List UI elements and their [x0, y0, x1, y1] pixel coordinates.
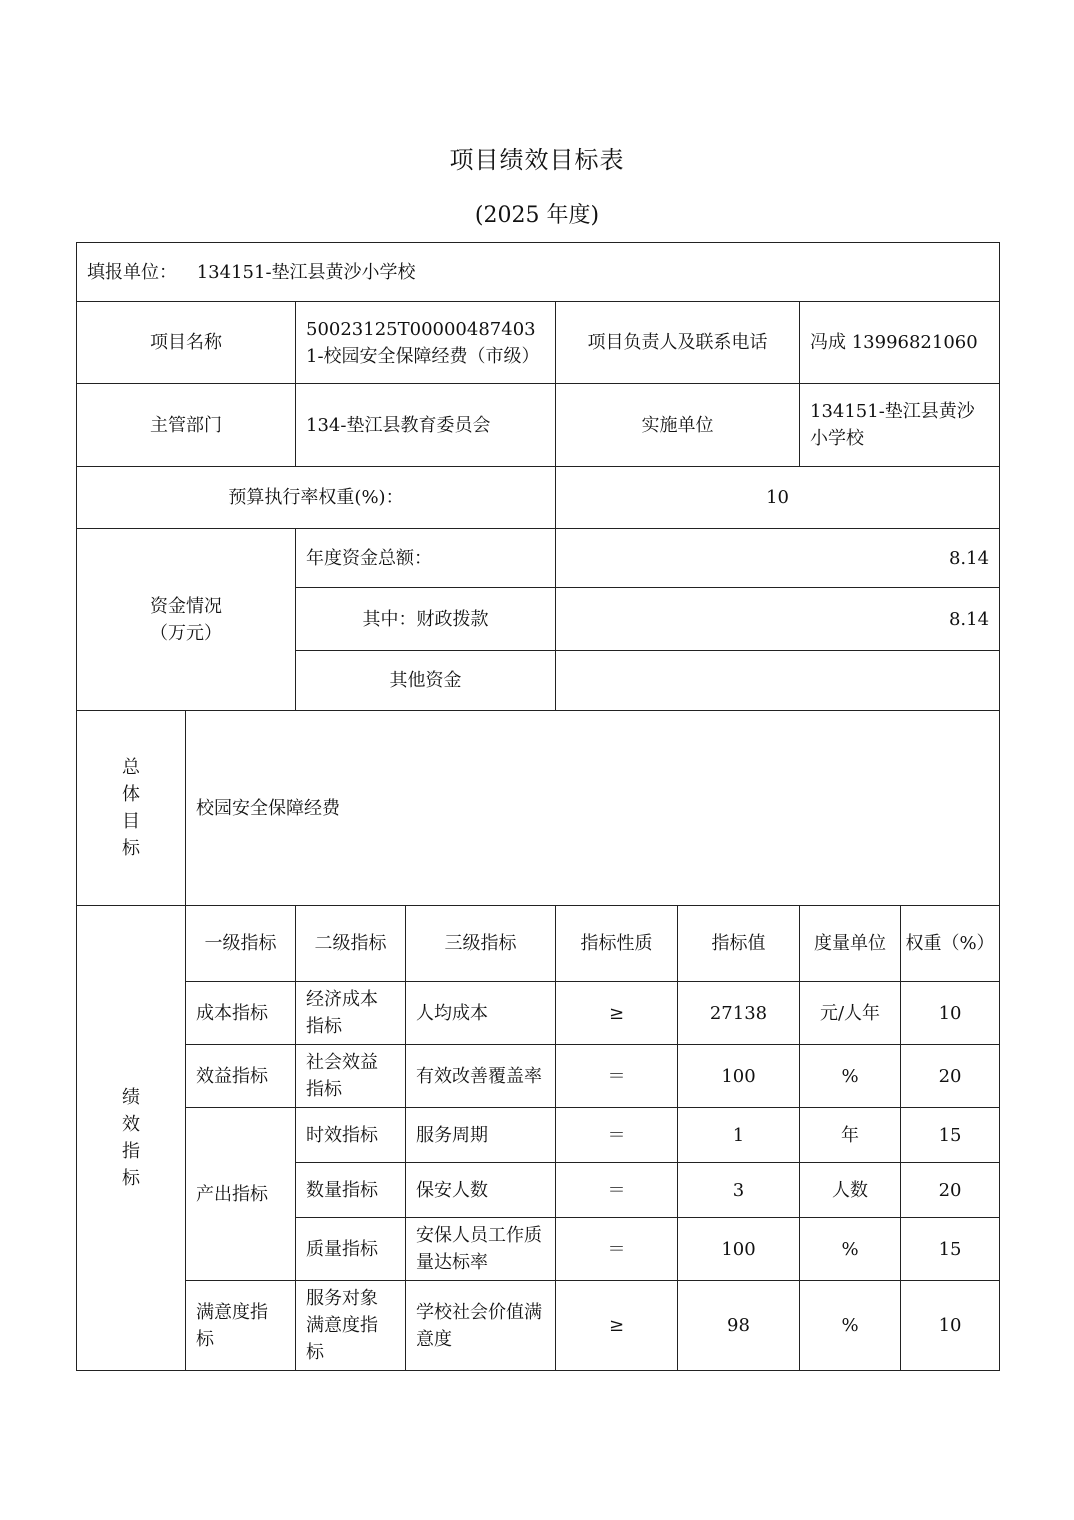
row-unit: % — [800, 1218, 901, 1281]
funds-label-line2: （万元） — [150, 622, 222, 644]
performance-label — [77, 906, 186, 1371]
budget-weight-value: 10 — [556, 467, 1000, 529]
overall-goal-char: 目 — [122, 811, 140, 832]
funds-total-label: 年度资金总额： — [296, 529, 556, 588]
row-value: 98 — [678, 1281, 800, 1371]
row-value: 3 — [678, 1163, 800, 1218]
row-level1: 满意度指标 — [186, 1281, 296, 1371]
header-level2: 二级指标 — [296, 906, 406, 982]
row-weight: 10 — [901, 1281, 1000, 1371]
row-nature: ＝ — [556, 1163, 678, 1218]
row-value: 27138 — [678, 982, 800, 1045]
row-level2: 数量指标 — [296, 1163, 406, 1218]
row-weight: 20 — [901, 1163, 1000, 1218]
header-nature: 指标性质 — [556, 906, 678, 982]
row-value: 100 — [678, 1045, 800, 1108]
filling-unit-label: 填报单位： — [87, 261, 177, 283]
row-weight: 20 — [901, 1045, 1000, 1108]
performance-label-char: 指 — [122, 1141, 140, 1162]
overall-goal-char: 总 — [122, 757, 140, 778]
table-row — [77, 1045, 1000, 1108]
row-level2: 质量指标 — [296, 1218, 406, 1281]
row-nature: ＝ — [556, 1108, 678, 1163]
row-nature: ≥ — [556, 1281, 678, 1371]
row-level2: 服务对象满意度指标 — [296, 1281, 406, 1371]
row-unit: 元/人年 — [800, 982, 901, 1045]
row-nature: ≥ — [556, 982, 678, 1045]
header-level1: 一级指标 — [186, 906, 296, 982]
row-nature: ＝ — [556, 1218, 678, 1281]
row-level3: 人均成本 — [406, 982, 556, 1045]
row-level3: 有效改善覆盖率 — [406, 1045, 556, 1108]
overall-goal-char: 体 — [122, 784, 140, 805]
row-nature: ＝ — [556, 1045, 678, 1108]
filling-unit-row — [77, 243, 1000, 302]
row-level1: 效益指标 — [186, 1045, 296, 1108]
row-unit: 年 — [800, 1108, 901, 1163]
header-weight: 权重（%） — [901, 906, 1000, 982]
performance-label-char: 绩 — [122, 1087, 140, 1108]
row-weight: 15 — [901, 1108, 1000, 1163]
funds-other-label: 其他资金 — [296, 651, 556, 711]
performance-label-char: 标 — [122, 1168, 140, 1189]
table-row — [77, 1281, 1000, 1371]
row-level3: 服务周期 — [406, 1108, 556, 1163]
funds-total-value: 8.14 — [556, 529, 1000, 588]
header-unit: 度量单位 — [800, 906, 901, 982]
performance-table — [76, 242, 1000, 1371]
table-row — [77, 982, 1000, 1045]
project-name-label: 项目名称 — [77, 302, 296, 384]
project-owner-label: 项目负责人及联系电话 — [556, 302, 800, 384]
row-unit: % — [800, 1045, 901, 1108]
funds-label-line1: 资金情况 — [150, 595, 222, 617]
filling-unit-value: 134151-垫江县黄沙小学校 — [196, 261, 416, 283]
implementing-unit-label: 实施单位 — [556, 384, 800, 467]
funds-label — [77, 529, 296, 711]
overall-goal-char: 标 — [122, 838, 140, 859]
funds-fiscal-value: 8.14 — [556, 588, 1000, 651]
row-level3: 学校社会价值满意度 — [406, 1281, 556, 1371]
performance-label-char: 效 — [122, 1114, 140, 1135]
overall-goal-label — [77, 711, 186, 906]
row-value: 1 — [678, 1108, 800, 1163]
row-weight: 10 — [901, 982, 1000, 1045]
overall-goal-value: 校园安全保障经费 — [186, 711, 1000, 906]
project-owner-value: 冯成 13996821060 — [800, 302, 1000, 384]
row-level3: 安保人员工作质量达标率 — [406, 1218, 556, 1281]
row-unit: % — [800, 1281, 901, 1371]
table-row — [77, 1108, 1000, 1163]
funds-other-value — [556, 651, 1000, 711]
row-level3: 保安人数 — [406, 1163, 556, 1218]
row-level1: 产出指标 — [186, 1108, 296, 1281]
page-subtitle: (2025 年度) — [474, 203, 600, 228]
page-title: 项目绩效目标表 — [449, 146, 625, 174]
project-name-value: 50023125T000004874031-校园安全保障经费（市级） — [296, 302, 556, 384]
row-weight: 15 — [901, 1218, 1000, 1281]
department-value: 134-垫江县教育委员会 — [296, 384, 556, 467]
row-level2: 社会效益指标 — [296, 1045, 406, 1108]
row-value: 100 — [678, 1218, 800, 1281]
row-unit: 人数 — [800, 1163, 901, 1218]
department-label: 主管部门 — [77, 384, 296, 467]
funds-fiscal-label: 其中：财政拨款 — [296, 588, 556, 651]
row-level2: 经济成本指标 — [296, 982, 406, 1045]
header-value: 指标值 — [678, 906, 800, 982]
implementing-unit-value: 134151-垫江县黄沙小学校 — [800, 384, 1000, 467]
row-level1: 成本指标 — [186, 982, 296, 1045]
header-level3: 三级指标 — [406, 906, 556, 982]
budget-weight-label: 预算执行率权重(%)： — [77, 467, 556, 529]
row-level2: 时效指标 — [296, 1108, 406, 1163]
